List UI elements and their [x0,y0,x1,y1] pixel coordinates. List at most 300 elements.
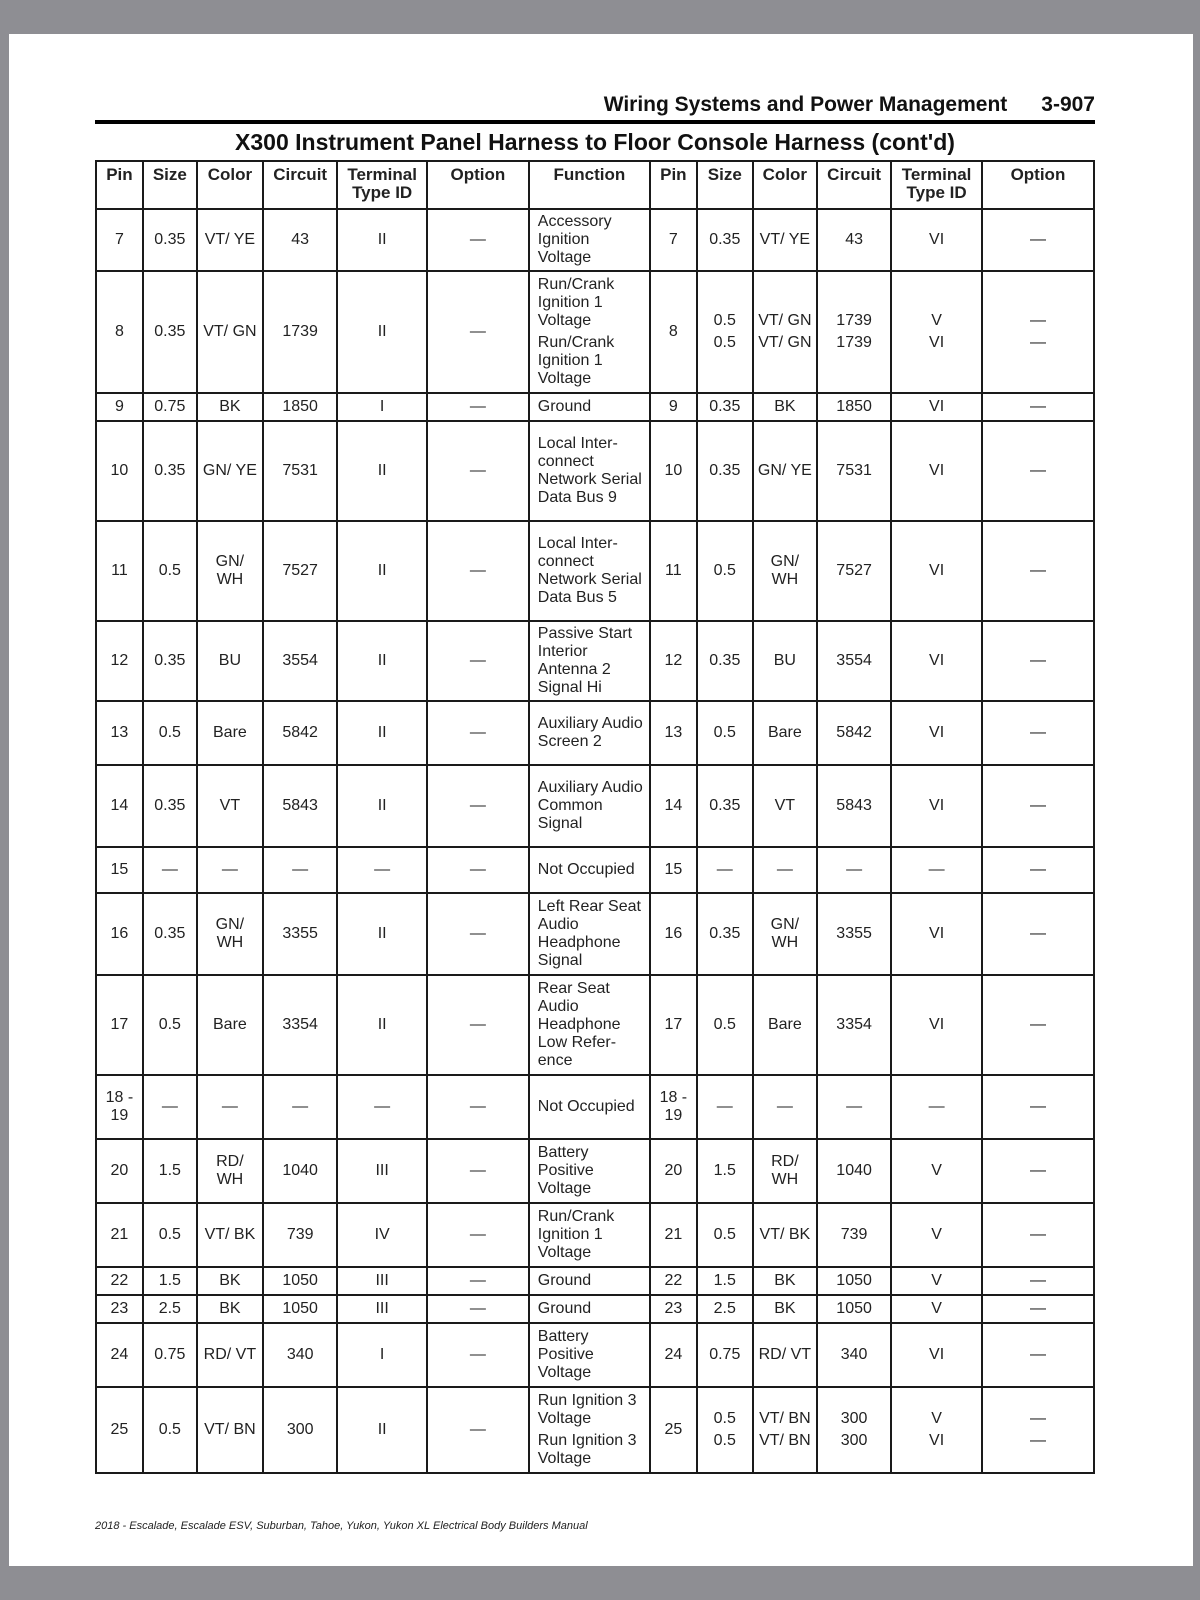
col-header: Function [529,161,650,209]
table-row [96,421,1094,521]
color-cell: BU [197,621,263,701]
cell-value: 0.5 [713,312,736,329]
cell-value: VI [929,398,945,415]
option-cell [982,975,1094,1075]
circuit-cell [817,975,891,1075]
size-cell: 0.35 [143,765,197,847]
color-cell [753,521,817,621]
cell-value: V [931,1162,942,1179]
cell-value: — [846,861,863,878]
cell-value: 3554 [836,652,872,669]
function-cell [529,1387,650,1473]
cell-value: 0.35 [709,925,741,942]
pin-cell: 9 [96,393,143,421]
size-cell: 0.35 [143,209,197,271]
cell-value: VI [929,1432,945,1449]
pin-cell: 15 [650,847,697,893]
color-cell: BK [197,1267,263,1295]
cell-value: 0.35 [709,462,741,479]
terminal-cell: I [337,393,427,421]
pin-cell: 8 [650,271,697,393]
col-header: Color [753,161,817,209]
option-cell: — [427,621,529,701]
circuit-cell: 7531 [263,421,337,521]
table-row [96,1295,1094,1323]
pin-cell: 18 - 19 [96,1075,143,1139]
size-cell: 0.75 [143,393,197,421]
function-cell [529,975,650,1075]
cell-value: 5843 [836,797,872,814]
size-cell [697,271,753,393]
circuit-cell [817,765,891,847]
pin-cell: 23 [650,1295,697,1323]
pin-cell: 22 [650,1267,697,1295]
color-cell [753,1075,817,1139]
option-cell [982,893,1094,975]
circuit-cell [817,393,891,421]
function-cell [529,847,650,893]
terminal-cell [891,621,982,701]
circuit-cell [817,701,891,765]
col-header: Pin [96,161,143,209]
color-cell [753,975,817,1075]
terminal-cell [891,1295,982,1323]
cell-value: — [1029,462,1046,479]
terminal-cell [891,393,982,421]
terminal-cell [891,1323,982,1387]
color-cell: RD/ WH [197,1139,263,1203]
terminal-cell: — [337,1075,427,1139]
option-cell: — [427,1203,529,1267]
size-cell [697,393,753,421]
cell-value: 7527 [836,562,872,579]
function-text: Ground [537,1300,592,1317]
table-row [96,521,1094,621]
color-cell: — [197,1075,263,1139]
size-cell [697,1267,753,1295]
pin-cell: 17 [96,975,143,1075]
pin-cell: 23 [96,1295,143,1323]
size-cell: 0.5 [143,975,197,1075]
size-cell [697,1295,753,1323]
pin-cell: 20 [650,1139,697,1203]
terminal-cell: II [337,975,427,1075]
function-text: Auxiliary Audio Screen 2 [537,715,643,750]
function-text: Ground [537,398,592,415]
pin-cell: 8 [96,271,143,393]
function-cell [529,421,650,521]
terminal-cell: II [337,621,427,701]
pin-cell: 25 [96,1387,143,1473]
table-row [96,765,1094,847]
option-cell [982,765,1094,847]
function-cell [529,765,650,847]
pin-cell: 20 [96,1139,143,1203]
size-cell [697,209,753,271]
circuit-cell [817,893,891,975]
size-cell: 2.5 [143,1295,197,1323]
terminal-cell [891,893,982,975]
pin-cell: 16 [650,893,697,975]
option-cell: — [427,1323,529,1387]
pin-cell: 14 [650,765,697,847]
cell-value: 5842 [836,724,872,741]
cell-value: VI [929,334,945,351]
function-cell [529,1139,650,1203]
option-cell: — [427,209,529,271]
cell-value: 0.5 [713,1432,736,1449]
pin-cell: 10 [96,421,143,521]
cell-value: 2.5 [713,1300,736,1317]
terminal-cell: II [337,1387,427,1473]
terminal-cell [891,975,982,1075]
cell-value: 1050 [836,1300,872,1317]
table-row [96,1075,1094,1139]
cell-value: VI [929,562,945,579]
cell-value: 739 [840,1226,868,1243]
cell-value: Bare [767,724,802,741]
option-cell [982,1267,1094,1295]
pin-cell: 25 [650,1387,697,1473]
circuit-cell [817,1387,891,1473]
cell-value: — [928,1098,945,1115]
color-cell: VT/ BN [197,1387,263,1473]
terminal-cell [891,1075,982,1139]
size-cell: 0.5 [143,1387,197,1473]
pin-cell: 10 [650,421,697,521]
circuit-cell [817,421,891,521]
option-cell [982,271,1094,393]
color-cell: VT/ BK [197,1203,263,1267]
cell-value: VT/ BN [759,1432,811,1449]
function-cell [529,1075,650,1139]
terminal-cell: II [337,765,427,847]
cell-value: — [716,861,733,878]
cell-value: VT [774,797,796,814]
cell-value: — [776,861,793,878]
terminal-cell [891,701,982,765]
function-text: Run/Crank Ignition 1 Voltage [537,1208,615,1261]
terminal-cell [891,1387,982,1473]
cell-value: 300 [840,1410,868,1427]
color-cell: — [197,847,263,893]
option-cell: — [427,271,529,393]
cell-value: — [1029,398,1046,415]
cell-value: 43 [845,231,863,248]
circuit-cell [817,521,891,621]
function-text: Battery Positive Voltage [537,1144,594,1197]
col-header: Circuit [817,161,891,209]
function-text: Run/Crank Ignition 1 Voltage [537,334,615,387]
table-row [96,393,1094,421]
terminal-cell: III [337,1295,427,1323]
cell-value: — [1029,1098,1046,1115]
cell-value: — [1029,334,1046,351]
size-cell: 0.5 [143,701,197,765]
terminal-cell [891,421,982,521]
color-cell [753,847,817,893]
color-cell: VT [197,765,263,847]
color-cell [753,271,817,393]
table-row [96,1267,1094,1295]
table-row [96,975,1094,1075]
option-cell [982,847,1094,893]
color-cell: GN/ WH [197,521,263,621]
option-cell [982,1139,1094,1203]
table-title: X300 Instrument Panel Harness to Floor Console Harness (cont'd) [235,129,955,155]
function-text: Left Rear Seat Audio Headphone Signal [537,898,641,969]
option-cell: — [427,521,529,621]
option-cell [982,1323,1094,1387]
circuit-cell: 739 [263,1203,337,1267]
function-cell [529,1203,650,1267]
cell-value: 3354 [836,1016,872,1033]
terminal-cell: IV [337,1203,427,1267]
cell-value: VT/ BN [759,1410,811,1427]
col-header: Size [143,161,197,209]
cell-value: RD/ VT [758,1346,812,1363]
table-row [96,1203,1094,1267]
size-cell [697,621,753,701]
cell-value: RD/ WH [771,1153,799,1188]
cell-value: 0.5 [713,1016,736,1033]
cell-value: V [931,312,942,329]
cell-value: — [716,1098,733,1115]
cell-value: — [1029,861,1046,878]
cell-value: VI [929,1346,945,1363]
cell-value: 0.5 [713,1410,736,1427]
circuit-cell: 3554 [263,621,337,701]
pin-cell: 7 [650,209,697,271]
size-cell [697,421,753,521]
col-header: Option [427,161,529,209]
table-row [96,893,1094,975]
color-cell: Bare [197,975,263,1075]
terminal-cell: II [337,893,427,975]
page-number: 3-907 [1041,93,1095,116]
cell-value: 1739 [836,334,872,351]
section-title: Wiring Systems and Power Management [603,93,1008,116]
cell-value: 7531 [836,462,872,479]
option-cell [982,421,1094,521]
cell-value: BK [774,1272,796,1289]
size-cell [697,1387,753,1473]
circuit-cell [817,621,891,701]
size-cell: 0.35 [143,621,197,701]
pin-cell: 24 [96,1323,143,1387]
col-header: Color [197,161,263,209]
cell-value: — [1029,1272,1046,1289]
option-cell: — [427,893,529,975]
terminal-cell: III [337,1139,427,1203]
option-cell: — [427,701,529,765]
color-cell [753,393,817,421]
option-cell: — [427,1295,529,1323]
col-header: Option [982,161,1094,209]
cell-value: — [1029,925,1046,942]
terminal-cell: II [337,271,427,393]
function-text: Local Inter- connect Network Serial Data Bus 9 [537,435,642,506]
terminal-cell [891,521,982,621]
cell-value: 1050 [836,1272,872,1289]
table-row [96,701,1094,765]
table-row [96,1139,1094,1203]
circuit-cell: 3354 [263,975,337,1075]
cell-value: V [931,1272,942,1289]
cell-value: — [1029,1410,1046,1427]
header-row [96,161,1094,209]
cell-value: VI [929,231,945,248]
cell-value: 0.35 [709,231,741,248]
cell-value: — [1029,1162,1046,1179]
cell-value: VT/ BK [759,1226,811,1243]
pin-cell: 22 [96,1267,143,1295]
color-cell: VT/ GN [197,271,263,393]
terminal-cell [891,1139,982,1203]
terminal-cell [891,847,982,893]
option-cell: — [427,1387,529,1473]
size-cell [697,521,753,621]
size-cell [697,1203,753,1267]
cell-value: 0.5 [713,1226,736,1243]
circuit-cell [817,209,891,271]
pin-cell: 24 [650,1323,697,1387]
function-cell [529,621,650,701]
col-header: Size [697,161,753,209]
circuit-cell: 5843 [263,765,337,847]
color-cell [753,765,817,847]
option-cell [982,393,1094,421]
color-cell [753,893,817,975]
pin-cell: 7 [96,209,143,271]
color-cell: BK [197,393,263,421]
cell-value: — [776,1098,793,1115]
cell-value: BK [774,398,796,415]
size-cell [697,701,753,765]
option-cell [982,1075,1094,1139]
function-text: Auxiliary Audio Common Signal [537,779,643,832]
size-cell: 0.5 [143,1203,197,1267]
size-cell: 0.75 [143,1323,197,1387]
circuit-cell: 1050 [263,1295,337,1323]
circuit-cell [817,1139,891,1203]
page-footer: 2018 - Escalade, Escalade ESV, Suburban, Tahoe, Yukon, Yukon XL Electrical Body Builders Manual [95,1520,588,1532]
cell-value: VT/ GN [758,334,812,351]
cell-value: — [1029,562,1046,579]
function-text: Run Ignition 3 Voltage [537,1392,637,1427]
cell-value: 300 [840,1432,868,1449]
cell-value: VT/ GN [758,312,812,329]
table-row [96,271,1094,393]
option-cell [982,701,1094,765]
circuit-cell: 300 [263,1387,337,1473]
table-row [96,621,1094,701]
terminal-cell: III [337,1267,427,1295]
cell-value: VI [929,652,945,669]
terminal-cell: II [337,421,427,521]
cell-value: VI [929,462,945,479]
size-cell [697,1323,753,1387]
pin-cell: 18 - 19 [650,1075,697,1139]
cell-value: 1.5 [713,1162,736,1179]
circuit-cell [817,1267,891,1295]
terminal-cell [891,1203,982,1267]
function-text: Accessory Ignition Voltage [537,213,612,266]
option-cell [982,1387,1094,1473]
circuit-cell [817,1295,891,1323]
cell-value: V [931,1300,942,1317]
cell-value: 1040 [836,1162,872,1179]
cell-value: V [931,1226,942,1243]
terminal-cell: II [337,209,427,271]
terminal-cell: II [337,701,427,765]
function-cell [529,701,650,765]
cell-value: — [1029,724,1046,741]
color-cell [753,421,817,521]
color-cell [753,1387,817,1473]
cell-value: 340 [840,1346,868,1363]
cell-value: 0.5 [713,724,736,741]
col-header: Terminal Type ID [891,161,982,209]
color-cell [753,621,817,701]
harness-table [95,160,1095,1474]
function-text: Run/Crank Ignition 1 Voltage [537,276,615,329]
page-header [95,92,1095,124]
cell-value: 0.35 [709,398,741,415]
function-text: Local Inter- connect Network Serial Data Bus 5 [537,535,642,606]
size-cell [697,893,753,975]
cell-value: VI [929,724,945,741]
cell-value: 0.35 [709,652,741,669]
cell-value: — [1029,652,1046,669]
option-cell: — [427,393,529,421]
circuit-cell: 1050 [263,1267,337,1295]
size-cell: — [143,1075,197,1139]
terminal-cell [891,209,982,271]
terminal-cell: I [337,1323,427,1387]
pin-cell: 16 [96,893,143,975]
color-cell: VT/ YE [197,209,263,271]
table-body [96,209,1094,1473]
size-cell: 1.5 [143,1139,197,1203]
terminal-cell [891,271,982,393]
size-cell: 0.35 [143,421,197,521]
col-header: Terminal Type ID [337,161,427,209]
option-cell [982,1203,1094,1267]
option-cell: — [427,975,529,1075]
option-cell [982,621,1094,701]
cell-value: VI [929,1016,945,1033]
function-cell [529,393,650,421]
cell-value: — [846,1098,863,1115]
circuit-cell: 340 [263,1323,337,1387]
cell-value: 1850 [836,398,872,415]
size-cell: 1.5 [143,1267,197,1295]
function-text: Passive Start Interior Antenna 2 Signal Hi [537,625,633,696]
option-cell [982,1295,1094,1323]
circuit-cell: 5842 [263,701,337,765]
cell-value: VT/ YE [759,231,811,248]
color-cell [753,1295,817,1323]
function-cell [529,1295,650,1323]
function-cell [529,1323,650,1387]
pin-cell: 15 [96,847,143,893]
cell-value: GN/ WH [770,553,800,588]
cell-value: BK [774,1300,796,1317]
terminal-cell [891,765,982,847]
pin-cell: 21 [96,1203,143,1267]
option-cell: — [427,421,529,521]
